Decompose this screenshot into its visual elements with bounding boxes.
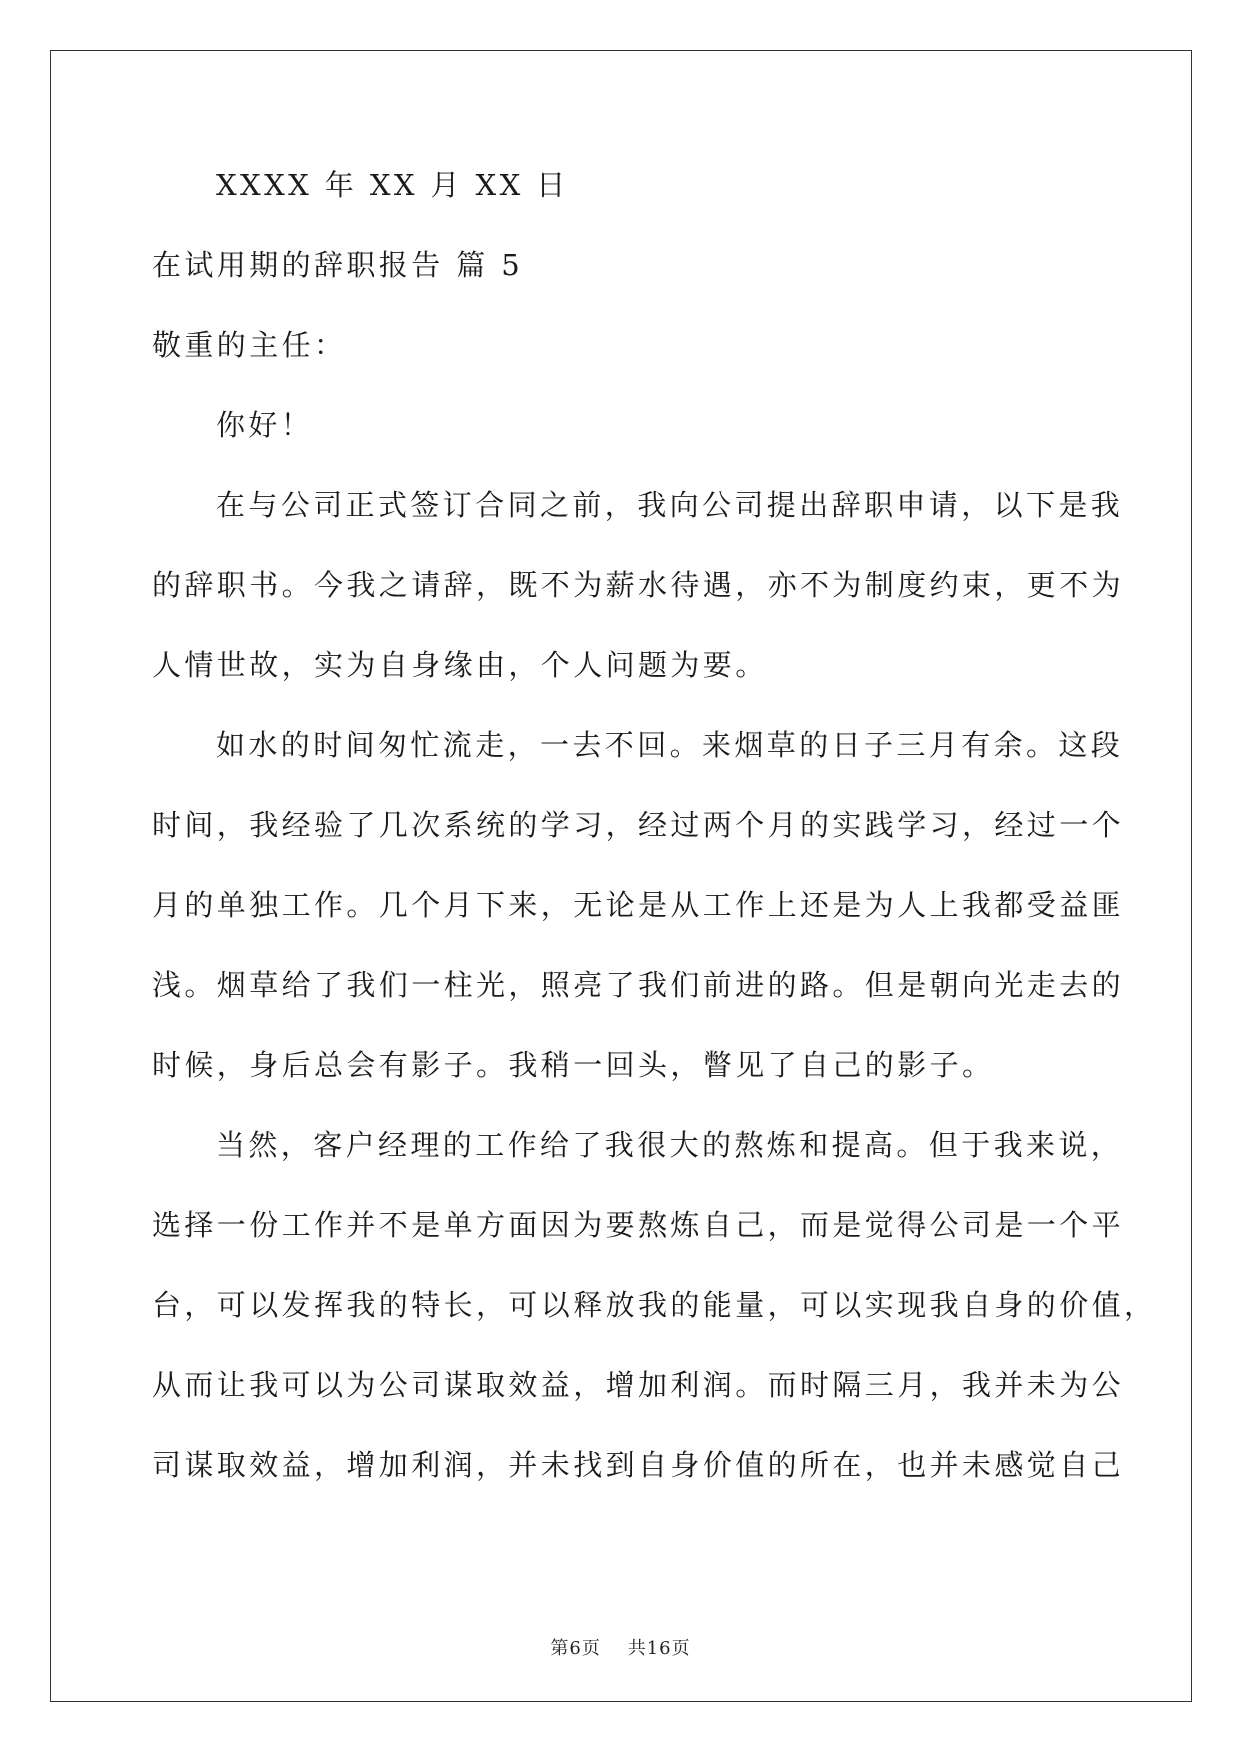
paragraph-line: 从而让我可以为公司谋取效益，增加利润。而时隔三月，我并未为公 bbox=[152, 1368, 1125, 1402]
total-label-prefix: 共 bbox=[627, 1638, 647, 1659]
paragraph-line: 当然，客户经理的工作给了我很大的熬炼和提高。但于我来说， bbox=[216, 1128, 1124, 1162]
section-title: 在试用期的辞职报告 篇 5 bbox=[152, 248, 524, 282]
document-body bbox=[152, 165, 1157, 1525]
paragraph-line: 司谋取效益，增加利润，并未找到自身价值的所在，也并未感觉自己 bbox=[152, 1448, 1125, 1482]
page-label-suffix: 页 bbox=[581, 1638, 601, 1659]
paragraph-line: 时间，我经验了几次系统的学习，经过两个月的实践学习，经过一个 bbox=[152, 808, 1125, 842]
paragraph-line: 时候，身后总会有影子。我稍一回头，瞥见了自己的影子。 bbox=[152, 1048, 995, 1082]
paragraph-line: 月的单独工作。几个月下来，无论是从工作上还是为人上我都受益匪 bbox=[152, 888, 1125, 922]
paragraph-line: 在与公司正式签订合同之前，我向公司提出辞职申请，以下是我 bbox=[216, 488, 1124, 522]
paragraph-line: 的辞职书。今我之请辞，既不为薪水待遇，亦不为制度约束，更不为 bbox=[152, 568, 1125, 602]
page-footer bbox=[0, 1634, 1241, 1660]
paragraph-line: 浅。烟草给了我们一柱光，照亮了我们前进的路。但是朝向光走去的 bbox=[152, 968, 1125, 1002]
page-label-prefix: 第 bbox=[550, 1638, 570, 1659]
page-number: 6 bbox=[569, 1638, 582, 1659]
paragraph-line: 人情世故，实为自身缘由，个人问题为要。 bbox=[152, 648, 768, 682]
paragraph-line: 台，可以发挥我的特长，可以释放我的能量，可以实现我自身的价值， bbox=[152, 1288, 1157, 1322]
paragraph-line: 选择一份工作并不是单方面因为要熬炼自己，而是觉得公司是一个平 bbox=[152, 1208, 1125, 1242]
paragraph-line: 如水的时间匆忙流走，一去不回。来烟草的日子三月有余。这段 bbox=[216, 728, 1124, 762]
total-label-suffix: 页 bbox=[671, 1638, 691, 1659]
salutation: 敬重的主任： bbox=[152, 328, 347, 362]
date-line: XXXX 年 XX 月 XX 日 bbox=[216, 168, 569, 202]
total-pages: 16 bbox=[646, 1638, 672, 1659]
greeting: 你好！ bbox=[216, 408, 314, 442]
